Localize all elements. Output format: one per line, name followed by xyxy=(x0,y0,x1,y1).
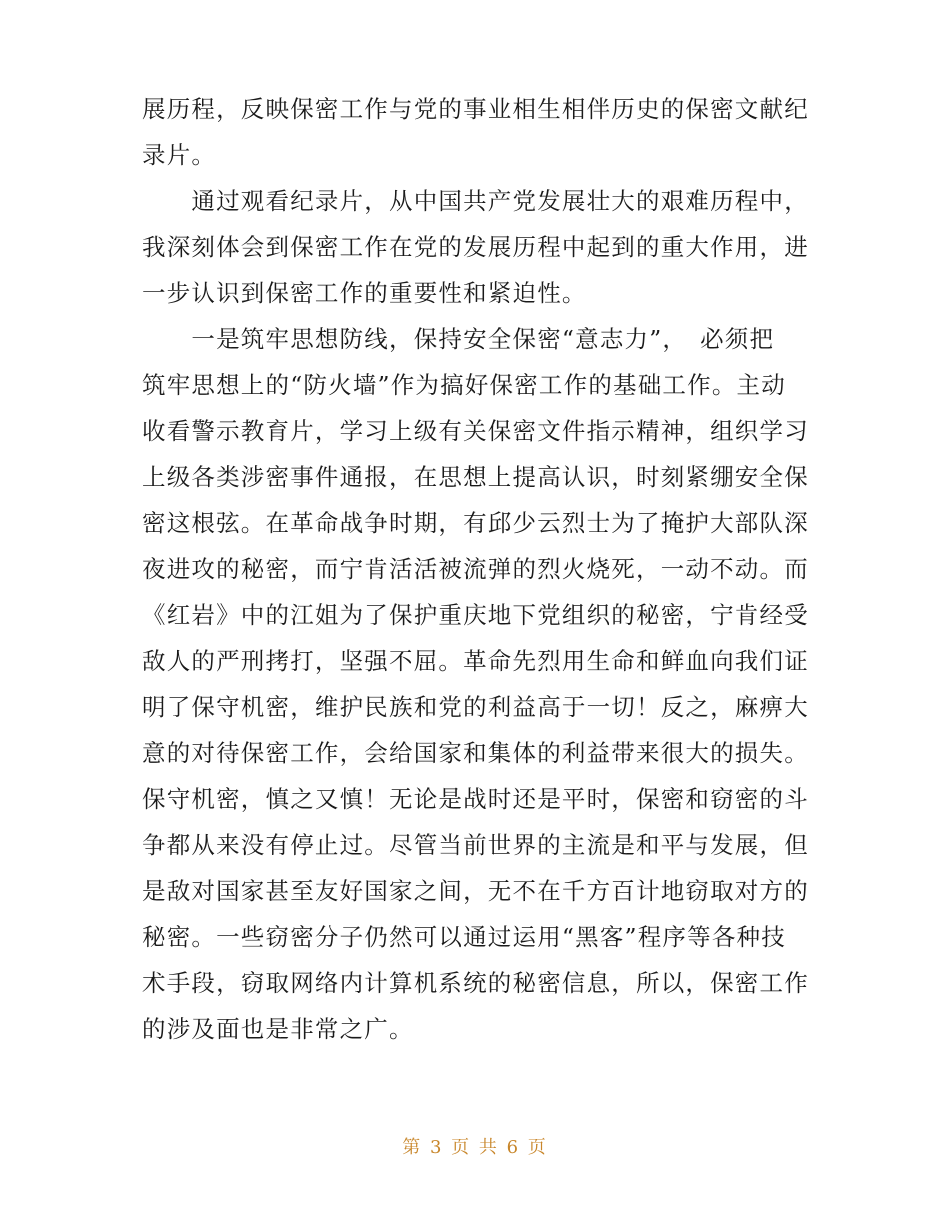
text-line: 是敌对国家甚至友好国家之间，无不在千方百计地窃取对方的 xyxy=(142,877,809,905)
document-body xyxy=(142,86,812,1052)
page-footer xyxy=(0,1133,950,1159)
text-line: 术手段，窃取网络内计算机系统的秘密信息，所以，保密工作 xyxy=(142,969,809,997)
text-line: 一是筑牢思想防线，保持安全保密“意志力”， 必须把 xyxy=(142,325,775,353)
page-number-label: 第 3 页 共 6 页 xyxy=(402,1137,548,1158)
text-line: 夜进攻的秘密，而宁肯活活被流弹的烈火烧死，一动不动。而 xyxy=(142,555,809,583)
text-line: 意的对待保密工作，会给国家和集体的利益带来很大的损失。 xyxy=(142,739,809,767)
text-line: 我深刻体会到保密工作在党的发展历程中起到的重大作用，进 xyxy=(142,233,809,261)
text-line: 明了保守机密，维护民族和党的利益高于一切！反之，麻痹大 xyxy=(142,693,809,721)
text-line: 争都从来没有停止过。尽管当前世界的主流是和平与发展，但 xyxy=(142,831,809,859)
text-line: 上级各类涉密事件通报，在思想上提高认识，时刻紧绷安全保 xyxy=(142,463,809,491)
text-line: 筑牢思想上的“防火墙”作为搞好保密工作的基础工作。主动 xyxy=(142,371,786,399)
text-line: 敌人的严刑拷打，坚强不屈。革命先烈用生命和鲜血向我们证 xyxy=(142,647,809,675)
text-line: 通过观看纪录片，从中国共产党发展壮大的艰难历程中， xyxy=(142,187,809,215)
text-line: 录片。 xyxy=(142,141,217,169)
text-line: 展历程，反映保密工作与党的事业相生相伴历史的保密文献纪 xyxy=(142,95,809,123)
text-line: 密这根弦。在革命战争时期，有邱少云烈士为了掩护大部队深 xyxy=(142,509,809,537)
text-line: 收看警示教育片，学习上级有关保密文件指示精神，组织学习 xyxy=(142,417,809,445)
text-line: 保守机密，慎之又慎！无论是战时还是平时，保密和窃密的斗 xyxy=(142,785,809,813)
text-line: 一步认识到保密工作的重要性和紧迫性。 xyxy=(142,279,587,307)
text-line: 秘密。一些窃密分子仍然可以通过运用“黑客”程序等各种技 xyxy=(142,923,786,951)
text-line: 的涉及面也是非常之广。 xyxy=(142,1015,414,1043)
text-line: 《红岩》中的江姐为了保护重庆地下党组织的秘密，宁肯经受 xyxy=(142,601,809,629)
